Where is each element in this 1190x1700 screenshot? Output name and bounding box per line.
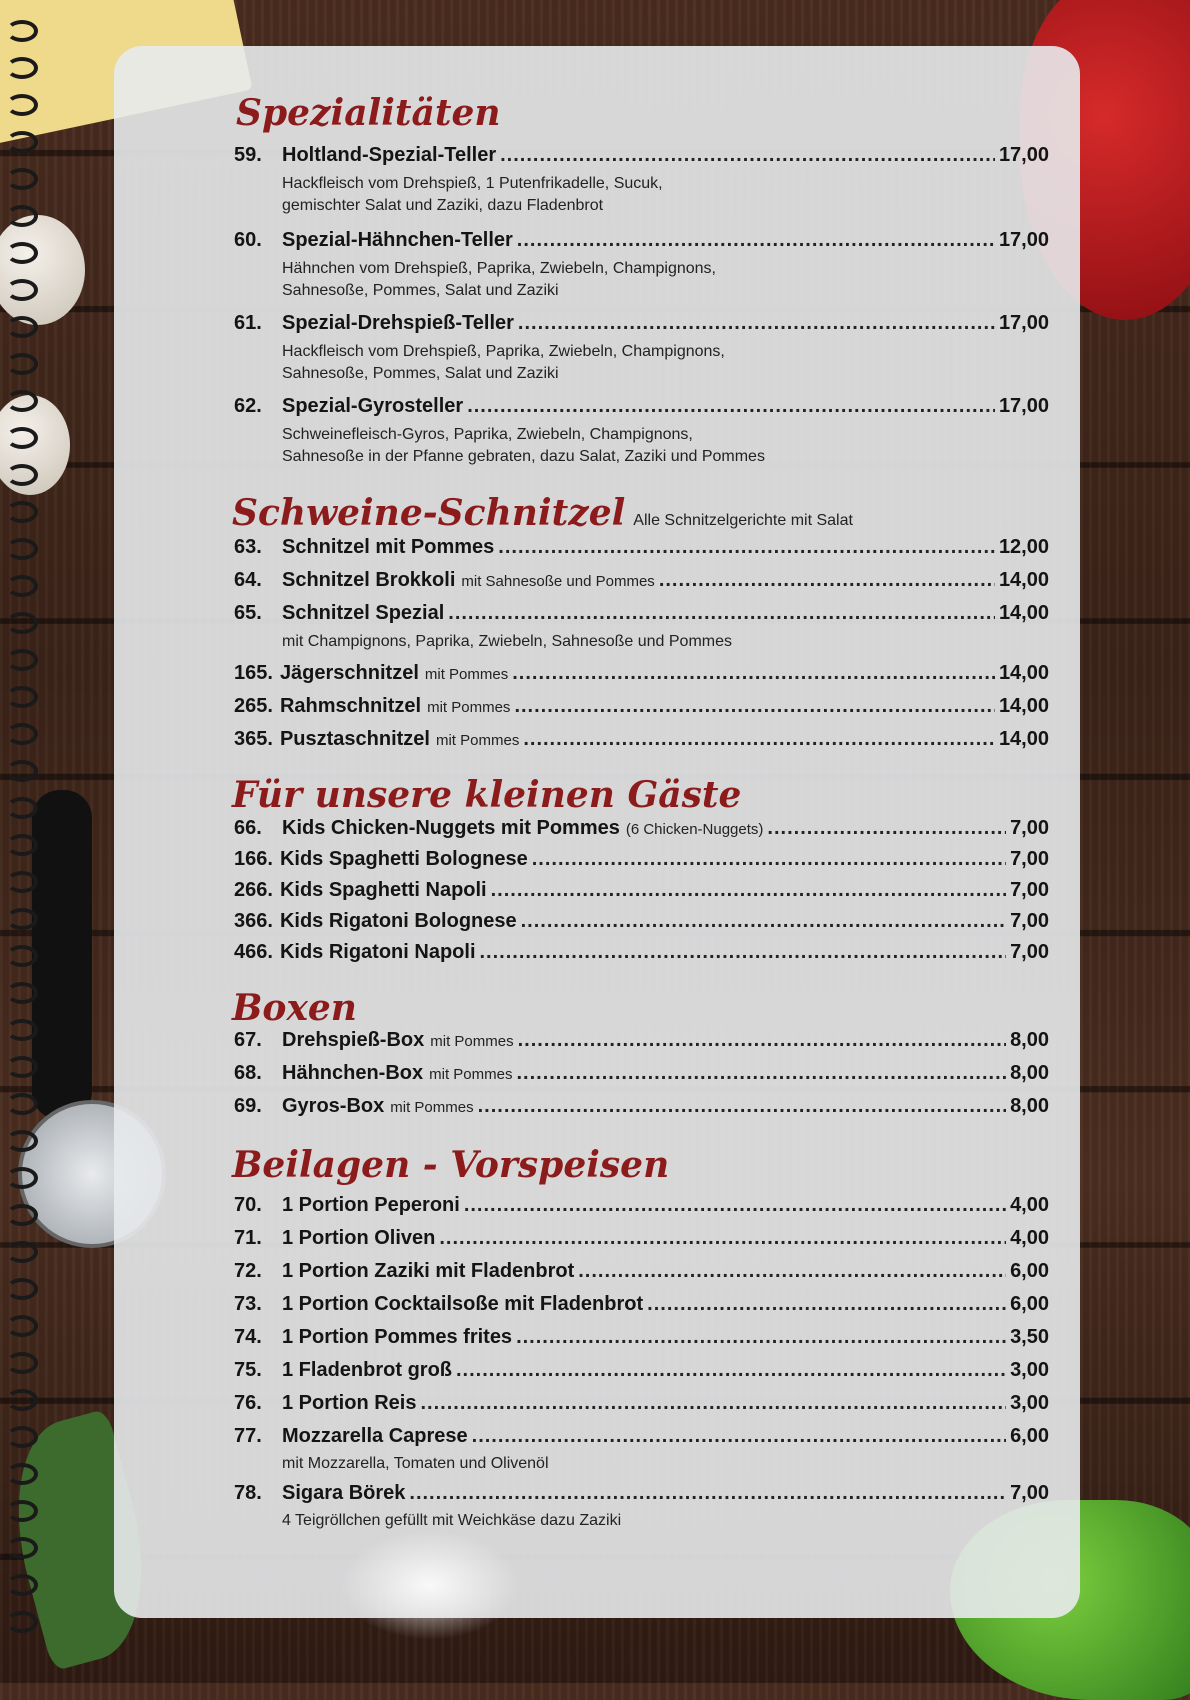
spiral-ring xyxy=(6,908,38,930)
item-name: Kids Spaghetti Bolognese xyxy=(279,848,528,870)
menu-item xyxy=(234,395,1049,425)
item-price: 3,00 xyxy=(1010,1359,1049,1381)
item-price: 7,00 xyxy=(1010,879,1049,901)
description-line: mit Champignons, Paprika, Zwiebeln, Sahnesoße und Pommes xyxy=(282,633,732,650)
spiral-ring xyxy=(6,612,38,634)
item-name: Sigara Börek xyxy=(282,1482,406,1504)
spiral-ring xyxy=(6,242,38,264)
menu-item xyxy=(234,1062,1049,1092)
item-number: 75. xyxy=(234,1359,262,1381)
menu-item xyxy=(234,536,1049,566)
spiral-ring xyxy=(6,723,38,745)
section-note: Alle Schnitzelgerichte mit Salat xyxy=(633,512,853,529)
item-price: 6,00 xyxy=(1010,1260,1049,1282)
item-number: 73. xyxy=(234,1293,262,1315)
menu-item xyxy=(234,1326,1049,1356)
description-line: Hähnchen vom Drehspieß, Paprika, Zwiebeln, Champignons, xyxy=(282,260,716,277)
spiral-ring xyxy=(6,649,38,671)
item-price: 3,50 xyxy=(1010,1326,1049,1348)
item-number: 77. xyxy=(234,1425,262,1447)
dot-leader xyxy=(456,1359,1006,1382)
dot-leader xyxy=(472,1425,1006,1448)
menu-item xyxy=(234,848,1049,878)
dot-leader xyxy=(532,848,1006,871)
item-price: 7,00 xyxy=(1010,817,1049,839)
item-price: 8,00 xyxy=(1010,1029,1049,1051)
item-number: 60. xyxy=(234,229,262,251)
item-number: 266. xyxy=(234,879,273,901)
section-title: Spezialitäten xyxy=(236,92,501,134)
dot-leader xyxy=(518,312,995,335)
spiral-ring xyxy=(6,797,38,819)
item-number: 166. xyxy=(234,848,273,870)
item-number: 64. xyxy=(234,569,262,591)
dot-leader xyxy=(498,536,995,559)
spiral-ring xyxy=(6,390,38,412)
menu-item xyxy=(234,602,1049,632)
spiral-ring xyxy=(6,464,38,486)
spiral-ring xyxy=(6,1019,38,1041)
menu-item xyxy=(234,728,1049,758)
spiral-ring xyxy=(6,1463,38,1485)
item-price: 4,00 xyxy=(1010,1194,1049,1216)
item-number: 71. xyxy=(234,1227,262,1249)
spiral-ring xyxy=(6,131,38,153)
spiral-ring xyxy=(6,501,38,523)
item-price: 17,00 xyxy=(998,144,1049,166)
spiral-ring xyxy=(6,205,38,227)
item-number: 366. xyxy=(234,910,273,932)
item-price: 8,00 xyxy=(1010,1062,1049,1084)
description-line: gemischter Salat und Zaziki, dazu Fladenbrot xyxy=(282,197,604,214)
item-price: 8,00 xyxy=(1010,1095,1049,1117)
item-name: Holtland-Spezial-Teller xyxy=(282,144,497,166)
item-description xyxy=(282,258,982,302)
menu-item xyxy=(234,817,1049,847)
dot-leader xyxy=(491,879,1006,902)
dot-leader xyxy=(439,1227,1006,1250)
spiral-ring xyxy=(6,760,38,782)
description-line: Hackfleisch vom Drehspieß, 1 Putenfrikadelle, Sucuk, xyxy=(282,175,663,192)
item-number: 69. xyxy=(234,1095,262,1117)
description-line: Schweinefleisch-Gyros, Paprika, Zwiebeln, Champignons, xyxy=(282,426,693,443)
item-name: Gyros-Box xyxy=(282,1095,385,1117)
dot-leader xyxy=(420,1392,1006,1415)
item-price: 14,00 xyxy=(998,569,1049,591)
item-price: 4,00 xyxy=(1010,1227,1049,1249)
item-suffix: mit Pommes xyxy=(430,1033,514,1050)
dot-leader xyxy=(514,695,995,718)
spiral-ring xyxy=(6,57,38,79)
item-price: 17,00 xyxy=(998,312,1049,334)
spiral-ring xyxy=(6,427,38,449)
item-number: 265. xyxy=(234,695,273,717)
spiral-ring xyxy=(6,353,38,375)
item-suffix: mit Pommes xyxy=(429,1066,513,1083)
menu-content xyxy=(114,46,1080,1618)
dot-leader xyxy=(518,1029,1006,1052)
item-description xyxy=(282,631,982,653)
item-name: 1 Portion Zaziki mit Fladenbrot xyxy=(282,1260,575,1282)
item-name: Jägerschnitzel xyxy=(279,662,419,684)
item-price: 14,00 xyxy=(998,728,1049,750)
description-line: Sahnesoße, Pommes, Salat und Zaziki xyxy=(282,282,559,299)
spiral-ring xyxy=(6,279,38,301)
item-description xyxy=(282,424,982,468)
dot-leader xyxy=(517,229,995,252)
item-price: 7,00 xyxy=(1010,1482,1049,1504)
dot-leader xyxy=(578,1260,1006,1283)
item-name: 1 Portion Reis xyxy=(282,1392,417,1414)
item-price: 6,00 xyxy=(1010,1425,1049,1447)
item-price: 14,00 xyxy=(998,602,1049,624)
item-price: 3,00 xyxy=(1010,1392,1049,1414)
dot-leader xyxy=(448,602,995,625)
menu-item xyxy=(234,879,1049,909)
item-price: 6,00 xyxy=(1010,1293,1049,1315)
item-name: Pusztaschnitzel xyxy=(279,728,430,750)
dot-leader xyxy=(647,1293,1006,1316)
menu-item xyxy=(234,1425,1049,1455)
dot-leader xyxy=(516,1062,1006,1085)
spiral-ring xyxy=(6,834,38,856)
spiral-ring xyxy=(6,1500,38,1522)
menu-item xyxy=(234,1482,1049,1512)
section-title: Für unsere kleinen Gäste xyxy=(232,774,742,816)
item-number: 68. xyxy=(234,1062,262,1084)
spiral-ring xyxy=(6,982,38,1004)
menu-item xyxy=(234,1392,1049,1422)
item-suffix: mit Pommes xyxy=(424,666,509,683)
item-name: Spezial-Drehspieß-Teller xyxy=(282,312,514,334)
item-suffix: mit Pommes xyxy=(390,1099,474,1116)
item-number: 70. xyxy=(234,1194,262,1216)
item-price: 17,00 xyxy=(998,395,1049,417)
item-name: Schnitzel Spezial xyxy=(282,602,445,624)
pizza-cutter-handle-decoration xyxy=(32,790,92,1120)
menu-item xyxy=(234,662,1049,692)
item-description xyxy=(282,1453,982,1475)
item-name: Spezial-Gyrosteller xyxy=(282,395,464,417)
item-number: 466. xyxy=(234,941,273,963)
spiral-ring xyxy=(6,686,38,708)
description-line: Sahnesoße in der Pfanne gebraten, dazu Salat, Zaziki und Pommes xyxy=(282,448,765,465)
dot-leader xyxy=(767,817,1006,840)
spiral-ring xyxy=(6,168,38,190)
spiral-ring xyxy=(6,1056,38,1078)
item-description xyxy=(282,1510,982,1532)
description-line: Hackfleisch vom Drehspieß, Paprika, Zwiebeln, Champignons, xyxy=(282,343,725,360)
item-name: Kids Rigatoni Bolognese xyxy=(279,910,517,932)
spiral-ring xyxy=(6,1130,38,1152)
spiral-ring xyxy=(6,1537,38,1559)
menu-panel xyxy=(114,46,1080,1618)
spiral-ring xyxy=(6,1241,38,1263)
item-number: 72. xyxy=(234,1260,262,1282)
spiral-ring xyxy=(6,316,38,338)
section-heading xyxy=(232,774,741,816)
item-number: 67. xyxy=(234,1029,262,1051)
item-number: 59. xyxy=(234,144,262,166)
item-price: 14,00 xyxy=(998,662,1049,684)
item-name: Kids Chicken-Nuggets mit Pommes xyxy=(282,817,620,839)
description-line: 4 Teigröllchen gefüllt mit Weichkäse dazu Zaziki xyxy=(282,1512,622,1529)
item-price: 12,00 xyxy=(998,536,1049,558)
spiral-ring xyxy=(6,1352,38,1374)
item-name: 1 Portion Peperoni xyxy=(282,1194,460,1216)
spiral-ring xyxy=(6,1611,38,1633)
menu-item xyxy=(234,1194,1049,1224)
item-name: Mozzarella Caprese xyxy=(282,1425,468,1447)
spiral-ring xyxy=(6,1167,38,1189)
dot-leader xyxy=(521,910,1006,933)
item-price: 17,00 xyxy=(998,229,1049,251)
item-price: 7,00 xyxy=(1010,941,1049,963)
item-name: Spezial-Hähnchen-Teller xyxy=(282,229,513,251)
item-price: 14,00 xyxy=(998,695,1049,717)
spiral-binding xyxy=(0,20,34,1680)
section-title: Beilagen - Vorspeisen xyxy=(232,1144,670,1186)
spiral-ring xyxy=(6,20,38,42)
item-name: Hähnchen-Box xyxy=(282,1062,424,1084)
item-number: 165. xyxy=(234,662,273,684)
dot-leader xyxy=(500,144,995,167)
section-title: Boxen xyxy=(232,987,357,1029)
menu-item xyxy=(234,569,1049,599)
dot-leader xyxy=(516,1326,1006,1349)
dot-leader xyxy=(659,569,995,592)
item-suffix: mit Pommes xyxy=(435,732,520,749)
spiral-ring xyxy=(6,575,38,597)
item-number: 65. xyxy=(234,602,262,624)
spiral-ring xyxy=(6,945,38,967)
item-name: 1 Portion Cocktailsoße mit Fladenbrot xyxy=(282,1293,644,1315)
menu-item xyxy=(234,1227,1049,1257)
item-number: 76. xyxy=(234,1392,262,1414)
menu-item xyxy=(234,1359,1049,1389)
item-name: Schnitzel Brokkoli xyxy=(282,569,456,591)
description-line: mit Mozzarella, Tomaten und Olivenöl xyxy=(282,1455,549,1472)
item-price: 7,00 xyxy=(1010,910,1049,932)
item-number: 78. xyxy=(234,1482,262,1504)
menu-item xyxy=(234,910,1049,940)
spiral-ring xyxy=(6,94,38,116)
menu-item xyxy=(234,941,1049,971)
dot-leader xyxy=(464,1194,1006,1217)
item-name: Kids Rigatoni Napoli xyxy=(279,941,476,963)
spiral-ring xyxy=(6,1389,38,1411)
menu-item xyxy=(234,1293,1049,1323)
item-number: 61. xyxy=(234,312,262,334)
section-heading xyxy=(232,1144,669,1186)
section-heading xyxy=(236,92,501,134)
item-description xyxy=(282,341,982,385)
menu-item xyxy=(234,1260,1049,1290)
section-heading xyxy=(232,987,357,1029)
dot-leader xyxy=(480,941,1007,964)
dot-leader xyxy=(478,1095,1006,1118)
item-number: 365. xyxy=(234,728,273,750)
item-suffix: mit Pommes xyxy=(427,699,511,716)
item-description xyxy=(282,173,982,217)
dot-leader xyxy=(512,662,995,685)
item-number: 62. xyxy=(234,395,262,417)
item-number: 74. xyxy=(234,1326,262,1348)
salt-decoration xyxy=(340,1530,520,1640)
menu-item xyxy=(234,312,1049,342)
item-price: 7,00 xyxy=(1010,848,1049,870)
spiral-ring xyxy=(6,1204,38,1226)
menu-item xyxy=(234,144,1049,174)
item-number: 63. xyxy=(234,536,262,558)
item-name: Schnitzel mit Pommes xyxy=(282,536,495,558)
item-name: Drehspieß-Box xyxy=(282,1029,425,1051)
dot-leader xyxy=(409,1482,1006,1505)
dot-leader xyxy=(467,395,995,418)
section-heading xyxy=(232,492,853,534)
item-name: 1 Portion Pommes frites xyxy=(282,1326,513,1348)
item-suffix: (6 Chicken-Nuggets) xyxy=(625,821,764,838)
description-line: Sahnesoße, Pommes, Salat und Zaziki xyxy=(282,365,559,382)
item-name: Rahmschnitzel xyxy=(279,695,422,717)
spiral-ring xyxy=(6,1278,38,1300)
spiral-ring xyxy=(6,538,38,560)
spiral-ring xyxy=(6,871,38,893)
item-number: 66. xyxy=(234,817,262,839)
item-suffix: mit Sahnesoße und Pommes xyxy=(461,573,655,590)
spiral-ring xyxy=(6,1426,38,1448)
item-name: 1 Fladenbrot groß xyxy=(282,1359,452,1381)
menu-item xyxy=(234,1095,1049,1125)
menu-item xyxy=(234,695,1049,725)
spiral-ring xyxy=(6,1093,38,1115)
item-name: Kids Spaghetti Napoli xyxy=(279,879,487,901)
menu-item xyxy=(234,1029,1049,1059)
spiral-ring xyxy=(6,1574,38,1596)
item-name: 1 Portion Oliven xyxy=(282,1227,436,1249)
dot-leader xyxy=(523,728,995,751)
spiral-ring xyxy=(6,1315,38,1337)
section-title: Schweine-Schnitzel xyxy=(232,492,626,534)
menu-item xyxy=(234,229,1049,259)
